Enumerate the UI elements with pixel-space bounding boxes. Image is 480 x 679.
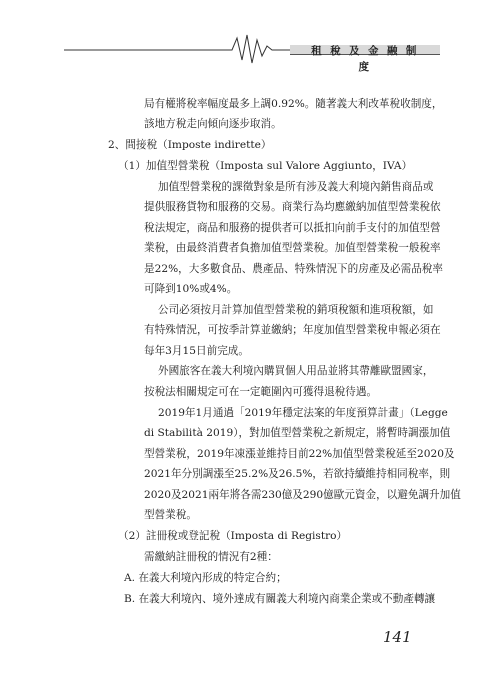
list-item-b: B. 在義大利境內、境外達成有關義大利境內商業企業或不動產轉讓 [124,593,436,605]
p5-line-2: di Stabilità 2019），對加值型營業稅之新規定，將暫時調漲加值 [144,427,451,439]
p5-line-1: 2019年1月通過「2019年穩定法案的年度預算計畫」（Legge [158,407,448,419]
subsection-heading-iva: （1）加值型營業稅（Imposta sul Valore Aggiunto，IVA） [118,160,413,172]
p4-line-1: 外國旅客在義大利境內購買個人用品並將其帶離歐盟國家， [158,365,434,377]
p2-line-1: 加值型營業稅的課徵對象是所有涉及義大利境內銷售商品或 [158,181,434,193]
section-heading-indirect-taxes: 2、間接稅（Imposte indirette） [108,139,272,151]
p1-line-2: 該地方稅走向傾向逐步取消。 [144,118,282,130]
subsection-heading-registration-tax: （2）註冊稅或登記稅（Imposta di Registro） [118,530,348,542]
header-title: 租 稅 及 金 融 制 度 [311,45,419,73]
p2-line-2: 提供服務貨物和服務的交易。商業行為均應繳納加值型營業稅依 [144,201,441,213]
p2-line-4: 業稅，由最終消費者負擔加值型營業稅。加值型營業稅一般稅率 [144,242,441,254]
p5-line-5: 2020及2021兩年將各需230億及290億歐元資金，以避免調升加值 [144,489,461,501]
p2-line-6: 可降到10%或4%。 [144,283,238,295]
p3-line-2: 有特殊情況，可按季計算並繳納；年度加值型營業稅申報必須在 [144,324,441,336]
p1-line-1: 局有權將稅率幅度最多上調0.92%。隨著義大利改革稅收制度， [144,98,443,110]
p4-line-2: 按稅法相關規定可在一定範圍內可獲得退稅待遇。 [144,386,378,398]
p5-line-4: 2021年分別調漲至25.2%及26.5%，若欲持續維持相同稅率，則 [144,468,451,480]
p5-line-3: 型營業稅，2019年凍漲並維持目前22%加值型營業稅延至2020及 [144,448,455,460]
p2-line-5: 是22%，大多數食品、農產品、特殊情況下的房產及必需品稅率 [144,263,443,275]
p3-line-3: 每年3月15日前完成。 [144,345,249,357]
p6-line-1: 需繳納註冊稅的情況有2種： [144,551,278,563]
p3-line-1: 公司必須按月計算加值型營業稅的銷項稅額和進項稅額，如 [158,304,434,316]
p5-line-6: 型營業稅。 [144,509,197,521]
p2-line-3: 稅法規定，商品和服務的提供者可以抵扣向前手支付的加值型營 [144,222,441,234]
running-header [0,0,480,73]
page-number: 141 [383,628,412,646]
header-ecg-line-icon [0,0,480,73]
list-item-a: A. 在義大利境內形成的特定合約； [124,572,287,584]
